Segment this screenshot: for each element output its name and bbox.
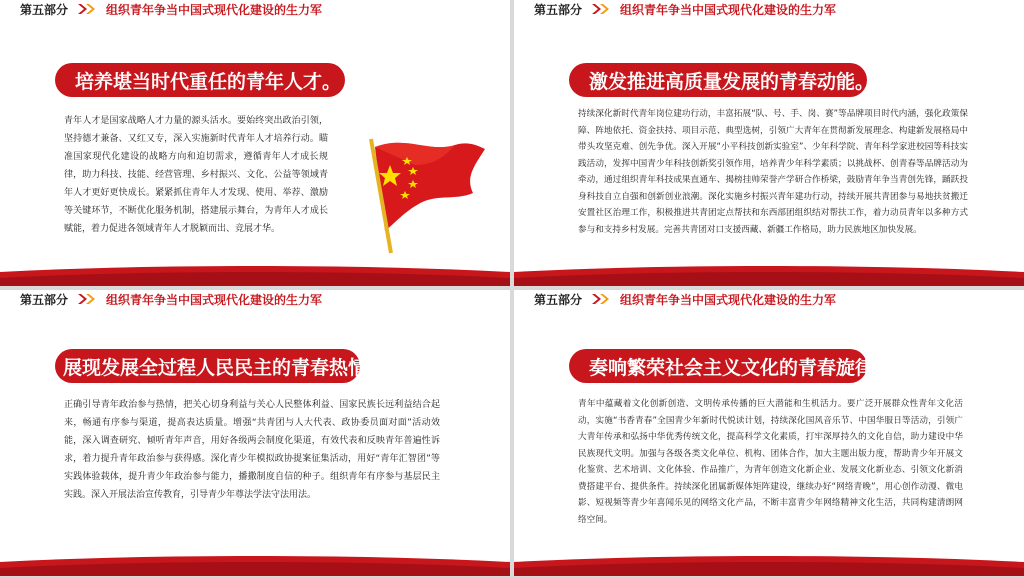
footer-wave <box>0 552 510 576</box>
double-chevron-icon <box>590 293 612 305</box>
part-label: 第五部分 <box>20 2 69 17</box>
slide-1[interactable] <box>0 0 510 286</box>
slide-heading: 培养堪当时代重任的青年人才。 <box>55 63 345 97</box>
slide-4[interactable] <box>514 290 1024 576</box>
part-label: 第五部分 <box>20 292 69 307</box>
slide-2[interactable] <box>514 0 1024 286</box>
slide-header <box>514 290 1024 308</box>
slide-header <box>0 290 510 308</box>
slide-heading: 展现发展全过程人民民主的青春热情。 <box>55 349 360 383</box>
section-title: 组织青年争当中国式现代化建设的生力军 <box>106 292 323 307</box>
double-chevron-icon <box>590 3 612 15</box>
slide-body-text: 青年人才是国家战略人才力量的源头活水。要始终突出政治引领，坚持德才兼备、又红又专，深入实施新时代青年人才培养行动。瞄准国家现代化建设的战略方向和迫切需求，遵循青年人才成长规律，助力科技、技能、经营管理、乡村振兴、文化、公益等领域青年人才更好更快成长。紧紧抓住青年人才发现、使用、举荐、激励等关键环节，不断优化服务机制，搭建展示舞台，为青年人才成长赋能，着力促进各领域青年人才脱颖而出、竞展才华。 <box>64 116 328 234</box>
double-chevron-icon <box>76 293 98 305</box>
footer-wave <box>0 262 510 286</box>
footer-wave <box>514 262 1024 286</box>
part-label: 第五部分 <box>534 2 583 17</box>
slide-header <box>0 0 510 18</box>
red-flag-icon <box>335 135 490 255</box>
slide-heading: 激发推进高质量发展的青春动能。 <box>569 63 867 97</box>
section-title: 组织青年争当中国式现代化建设的生力军 <box>620 292 837 307</box>
slide-body-text: 正确引导青年政治参与热情，把关心切身利益与关心人民整体利益、国家民族长远利益结合起来，畅通有序参与渠道，提高表达质量。增强“共青团与人大代表、政协委员面对面”活动效能，深入调查研究、倾听青年声音，用好各级两会制度化渠道，有效代表和反映青年普遍性诉求，着力提升青年政治参与获得感。深化青少年模拟政协提案征集活动，用好“青年汇智团”等实践体验载体，提升青少年政治参与能力，播撒制度自信的种子。组织青年有序参与基层民主实践。深入开展法治宣传教育，引导青少年尊法学法守法用法。 <box>64 400 440 500</box>
slide-3[interactable] <box>0 290 510 576</box>
slide-header <box>514 0 1024 18</box>
slide-body-text: 持续深化新时代青年岗位建功行动，丰富拓展“队、号、手、岗、赛”等品牌项目时代内涵，强化政策保障、阵地依托、资金扶持、项目示范、典型选树，引领广大青年在贯彻新发展理念、构建新发展格局中带头攻坚克难、创先争优。深入开展“小平科技创新实验室”、少年科学院、青年科学家进校园等科技实践活动，发挥中国青少年科技创新奖引领作用，培养青少年科学素质；以挑战杯、创青春等品牌活动为牵动，通过组织青年科技成果直通车、揭榜挂帅荣誉产学研合作桥梁，鼓励青年争当青创先锋，踊跃投身科技自立自强和创新创业浪潮。深化实施乡村振兴青年建功行动，持续开展共青团参与易地扶贫搬迁安置社区治理工作，积极推进共青团定点帮扶和东西部团组织结对帮扶工作，着力动员青年以多种方式参与和支持乡村发展。完善共青团对口支援西藏、新疆工作格局，助力民族地区加快发展。 <box>578 109 969 235</box>
slide-heading: 奏响繁荣社会主义文化的青春旋律。 <box>569 349 867 383</box>
double-chevron-icon <box>76 3 98 15</box>
slide-body-text: 青年中蕴藏着文化创新创造、文明传承传播的巨大潜能和生机活力。要广泛开展群众性青年文化活动，实施“书香青春”全国青少年新时代悦读计划，持续深化国风音乐节、中国华服日等活动，引领广大青年传承和弘扬中华优秀传统文化，提高科学文化素质，打牢深厚持久的文化自信，助力建设中华民族现代文明。加强与各级各类文化单位、机构、团体合作，加大主题出版力度，帮助青少年开展文化鉴赏、艺术培训、文化体验、作品推广，为青年创造文化新企业、发展文化新业态、引领文化新消费搭建平台、提供条件。持续深化团属新媒体矩阵建设，继续办好“网络青晚”，用心创作动漫、微电影、短视频等青少年喜闻乐见的网络文化产品，不断丰富青少年网络精神文化生活，共同构建清朗网络空间。 <box>578 399 963 525</box>
section-title: 组织青年争当中国式现代化建设的生力军 <box>620 2 837 17</box>
section-title: 组织青年争当中国式现代化建设的生力军 <box>106 2 323 17</box>
footer-wave <box>514 552 1024 576</box>
part-label: 第五部分 <box>534 292 583 307</box>
